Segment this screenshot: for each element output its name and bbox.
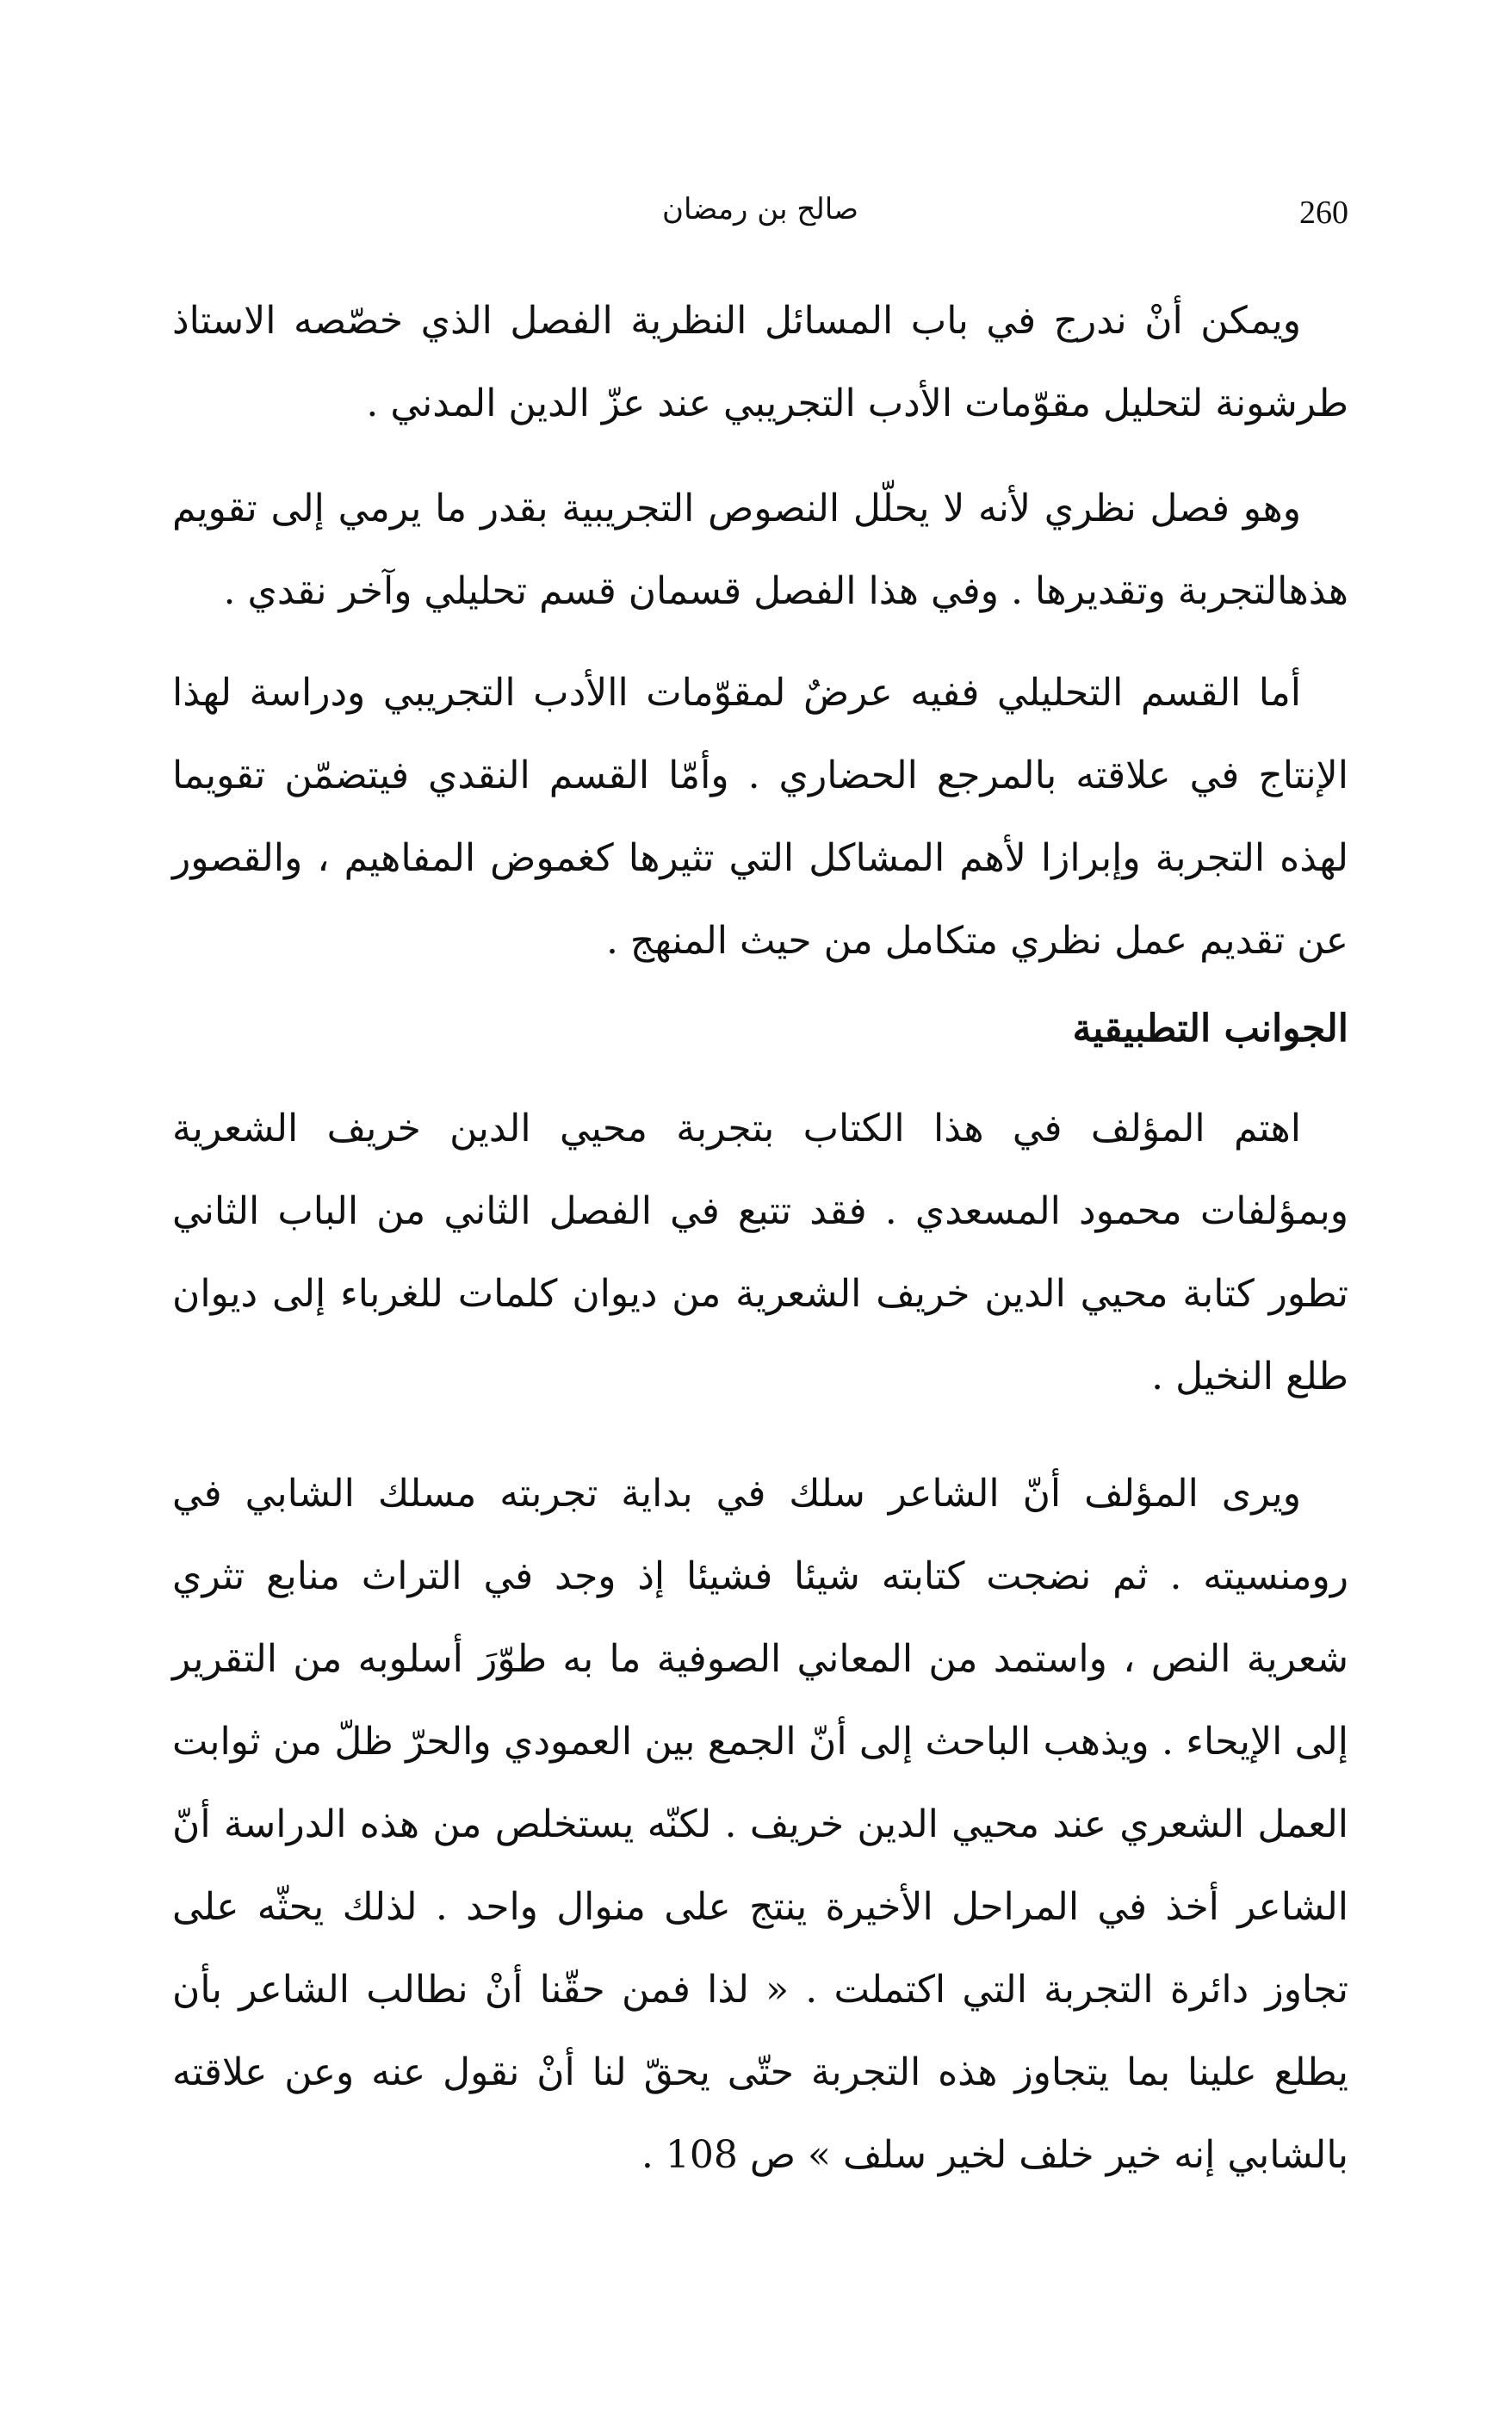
running-head-author: صالح بن رمضان — [662, 192, 858, 226]
page-number: 260 — [1299, 195, 1348, 231]
paragraph-4: اهتم المؤلف في هذا الكتاب بتجربة محيي الدين خريف الشعرية وبمؤلفات محمود المسعدي . فقد تتبع في الفصل الثاني من الباب الثاني تطور كتابة محيي الدين خريف الشعرية من ديوان كلمات للغرباء إلى ديوان طلع النخيل . — [172, 1107, 1348, 1398]
paragraph-2: وهو فصل نظري لأنه لا يحلّل النصوص التجريبية بقدر ما يرمي إلى تقويم هذهالتجربة وتقديرها . وفي هذا الفصل قسمان قسم تحليلي وآخر نقدي . — [172, 487, 1348, 613]
paragraph-3: أما القسم التحليلي ففيه عرضٌ لمقوّمات االأدب التجريبي ودراسة لهذا الإنتاج في علاقته بالمرجع الحضاري . وأمّا القسم النقدي فيتضمّن تقويما لهذه التجربة وإبرازا لأهم المشاكل التي تثيرها كغموض المفاهيم ، والقصور عن تقديم عمل نظري متكامل من حيث المنهج . — [172, 671, 1348, 963]
paragraph-1: ويمكن أنْ ندرج في باب المسائل النظرية الفصل الذي خصّصه الاستاذ طرشونة لتحليل مقوّمات الأدب التجريبي عند عزّ الدين المدني . — [172, 299, 1348, 425]
page-header — [172, 185, 1348, 245]
page-body — [172, 280, 1348, 2197]
section-heading: الجوانب التطبيقية — [1072, 1007, 1348, 1051]
paragraph-5: ويرى المؤلف أنّ الشاعر سلك في بداية تجربته مسلك الشابي في رومنسيته . ثم نضجت كتابته شيئا فشيئا إذ وجد في التراث منابع تثري شعرية النص ، واستمد من المعاني الصوفية ما به طوّرَ أسلوبه من التقرير إلى الإيحاء . ويذهب الباحث إلى أنّ الجمع بين العمودي والحرّ ظلّ من ثوابت العمل الشعري عند محيي الدين خريف . لكنّه يستخلص من هذه الدراسة أنّ الشاعر أخذ في المراحل الأخيرة ينتج على منوال واحد . لذلك يحثّه على تجاوز دائرة التجربة التي اكتملت . « لذا فمن حقّنا أنْ نطالب الشاعر بأن يطلع علينا بما يتجاوز هذه التجربة حتّى يحقّ لنا أنْ نقول عنه وعن علاقته بالشابي إنه خير خلف لخير سلف » ص 108 . — [172, 1472, 1348, 2177]
